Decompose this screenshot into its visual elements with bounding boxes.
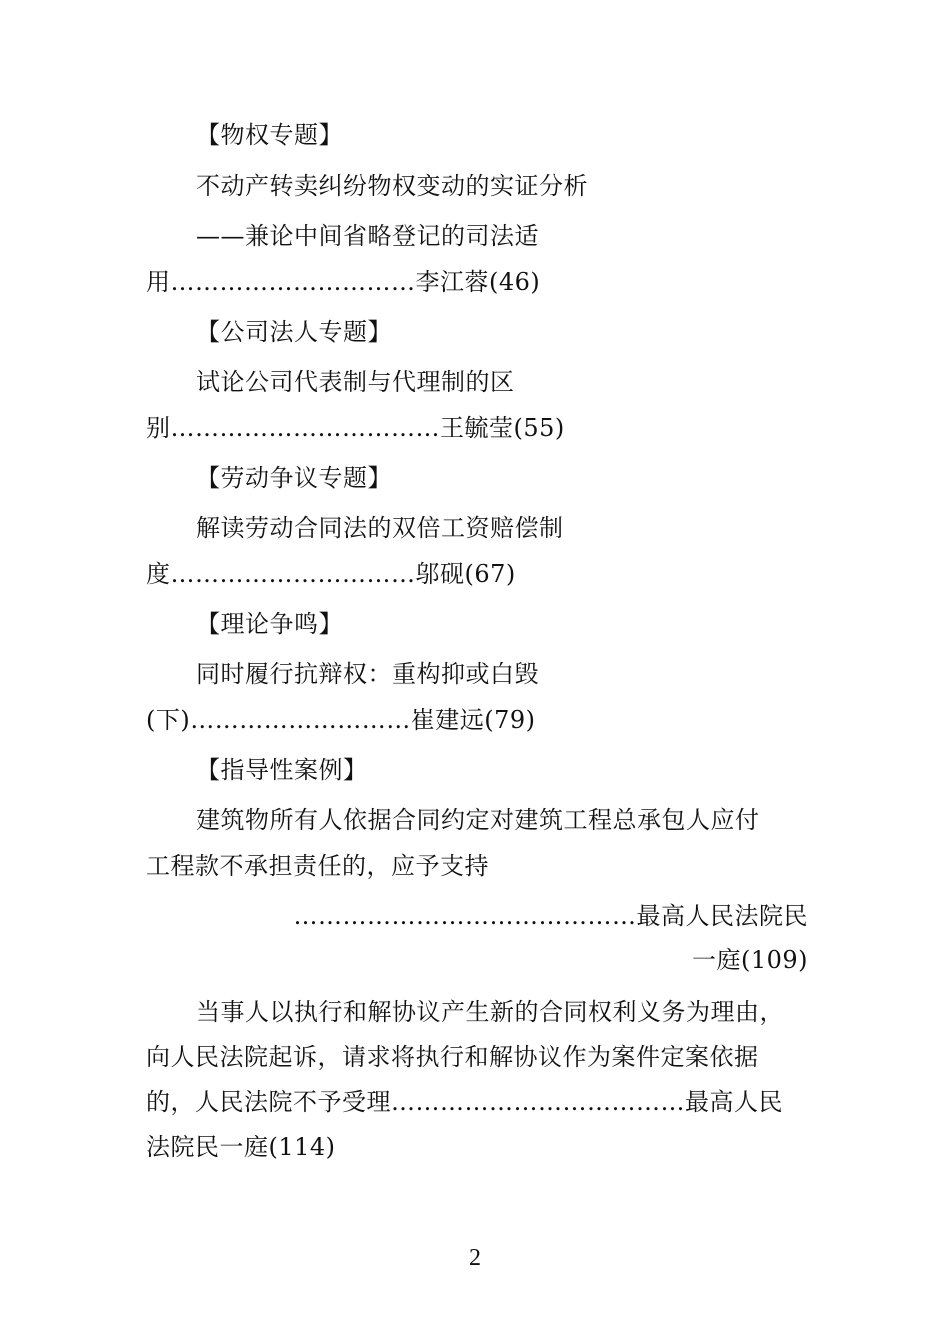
entry-subtitle-line: ——兼论中间省略登记的司法适 [196, 222, 539, 250]
entry-author-line: 度…………………………邬砚(67) [146, 560, 516, 588]
entry-author-line: ……………………………………最高人民法院民 [293, 902, 808, 930]
entry-author-line: 法院民一庭(114) [146, 1133, 336, 1161]
entry-title-line: 解读劳动合同法的双倍工资赔偿制 [196, 514, 564, 542]
entry-title-line: 当事人以执行和解协议产生新的合同权利义务为理由， [196, 998, 784, 1026]
section-heading-labor: 【劳动争议专题】 [196, 464, 392, 492]
section-heading-theory: 【理论争鸣】 [196, 610, 343, 638]
entry-author-line: 一庭(109) [691, 946, 808, 974]
entry-author-line: 用…………………………李江蓉(46) [146, 268, 541, 296]
section-heading-property: 【物权专题】 [196, 121, 343, 149]
entry-title-line: 不动产转卖纠纷物权变动的实证分析 [196, 172, 588, 200]
entry-title-line: 建筑物所有人依据合同约定对建筑工程总承包人应付 [196, 806, 760, 834]
section-heading-guiding-cases: 【指导性案例】 [196, 756, 368, 784]
entry-author-line: 别……………………………王毓莹(55) [146, 414, 565, 442]
entry-title-line: 工程款不承担责任的，应予支持 [146, 852, 489, 880]
entry-title-line: 试论公司代表制与代理制的区 [196, 368, 515, 396]
entry-author-line: (下)………………………崔建远(79) [146, 706, 536, 734]
entry-title-line: 向人民法院起诉，请求将执行和解协议作为案件定案依据 [146, 1043, 759, 1071]
entry-title-line: 同时履行抗辩权：重构抑或白毁 [196, 660, 539, 688]
entry-author-line: 的，人民法院不予受理………………………………最高人民 [146, 1088, 783, 1116]
page-number: 2 [469, 1245, 481, 1271]
section-heading-company: 【公司法人专题】 [196, 318, 392, 346]
